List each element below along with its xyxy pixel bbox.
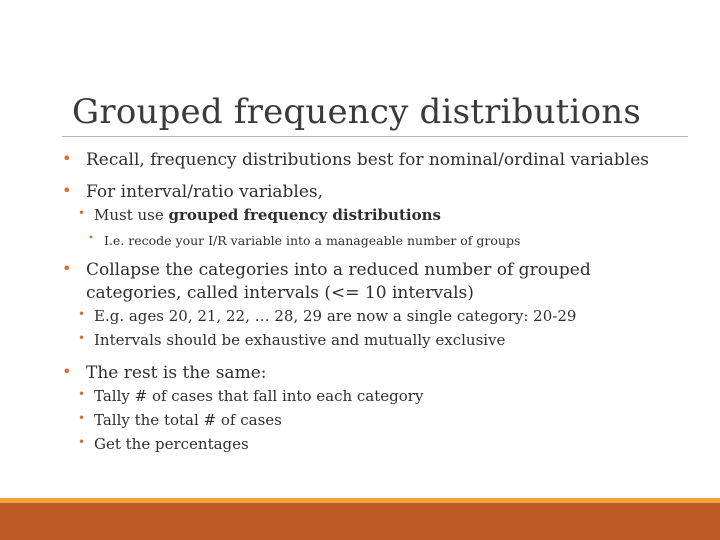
- bullet-dot-icon: •: [78, 307, 86, 321]
- footer-bar: [0, 503, 720, 540]
- bullet-dot-icon: •: [78, 206, 86, 220]
- bullet-dot-icon: •: [78, 411, 86, 425]
- bullet-dot-icon: •: [78, 387, 86, 401]
- bullet-dot-icon: •: [62, 181, 72, 200]
- bullet-dot-icon: •: [88, 233, 94, 244]
- bullet-text: Recall, frequency distributions best for nominal/ordinal variables: [86, 150, 649, 170]
- bullet-text: Tally # of cases that fall into each category: [94, 387, 424, 405]
- bullet-text: Intervals should be exhaustive and mutually exclusive: [94, 331, 506, 349]
- bullet-text: The rest is the same:: [86, 363, 267, 383]
- bullet-text-prefix: Must use: [94, 206, 169, 224]
- bullet-text-line2: categories, called intervals (<= 10 intervals): [86, 283, 474, 303]
- bullet-text-line1: Collapse the categories into a reduced number of grouped: [86, 260, 591, 280]
- bullet-text: For interval/ratio variables,: [86, 182, 324, 202]
- slide-title: Grouped frequency distributions: [72, 92, 642, 132]
- bullet-dot-icon: •: [78, 331, 86, 345]
- bullet-dot-icon: •: [62, 362, 72, 381]
- bullet-dot-icon: •: [62, 259, 72, 278]
- bullet-text: [94, 206, 441, 224]
- bullet-dot-icon: •: [62, 149, 72, 168]
- bullet-text-bold: grouped frequency distributions: [168, 206, 441, 224]
- bullet-text: E.g. ages 20, 21, 22, … 28, 29 are now a single category: 20-29: [94, 307, 577, 325]
- bullet-text: Tally the total # of cases: [94, 411, 282, 429]
- bullet-dot-icon: •: [78, 435, 86, 449]
- bullet-text: Get the percentages: [94, 435, 249, 453]
- title-divider: [62, 136, 688, 137]
- bullet-text: I.e. recode your I/R variable into a manageable number of groups: [104, 233, 521, 248]
